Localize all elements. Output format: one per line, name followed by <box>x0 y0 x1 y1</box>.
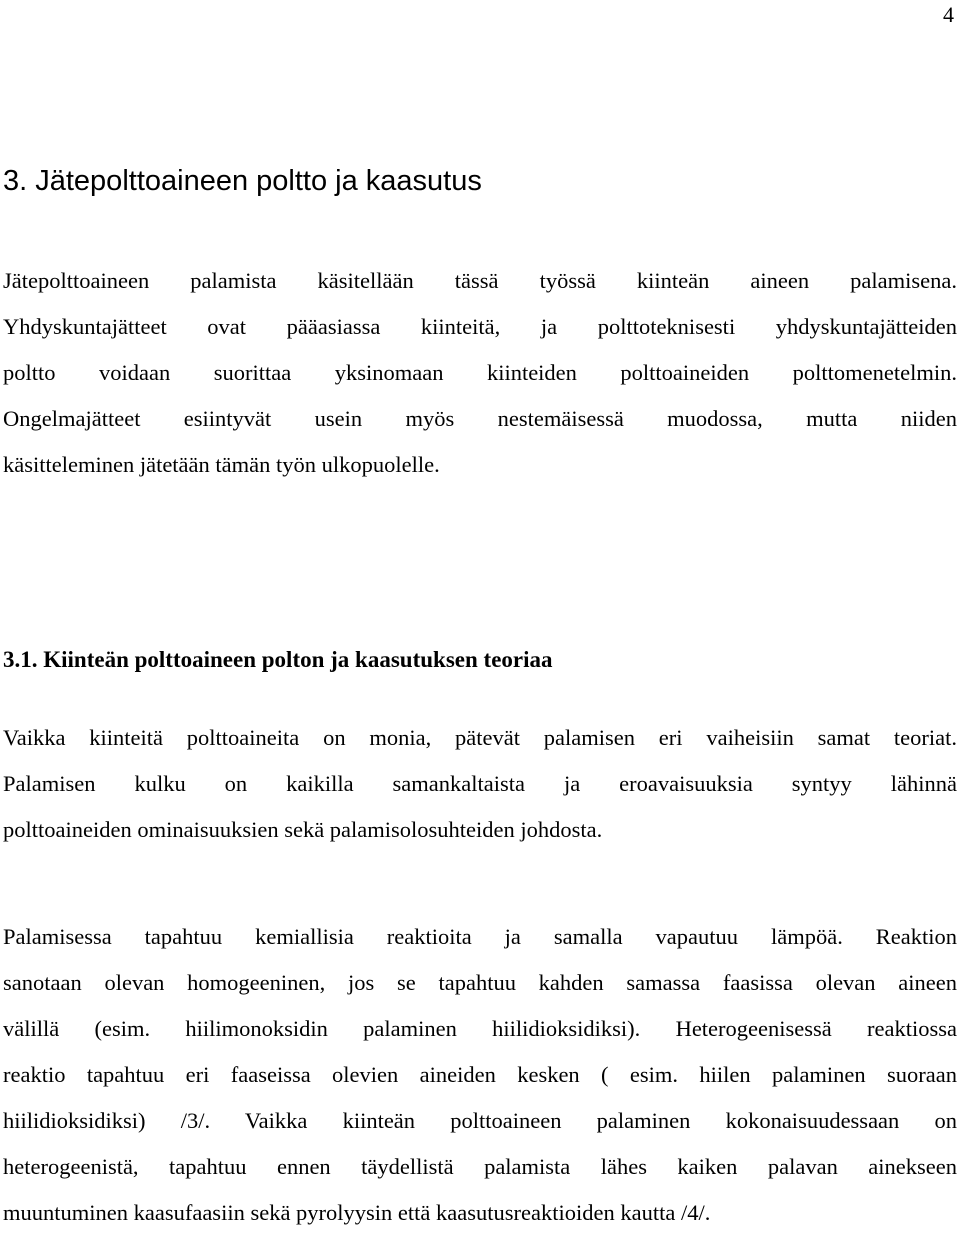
paragraph-line: muuntuminen kaasufaasiin sekä pyrolyysin että kaasutusreaktioiden kautta /4/. <box>3 1200 711 1225</box>
paragraph-line: Palamisen kulku on kaikilla samankaltaista ja eroavaisuuksia syntyy lähinnä <box>3 771 957 796</box>
intro-line: Ongelmajätteet esiintyvät usein myös nestemäisessä muodossa, mutta niiden <box>3 406 957 431</box>
section-heading: 3.1. Kiinteän polttoaineen polton ja kaasutuksen teoriaa <box>3 647 553 672</box>
paragraph-line: hiilidioksidiksi) /3/. Vaikka kiinteän polttoaineen palaminen kokonaisuudessaan on <box>3 1108 957 1133</box>
section-paragraph-2 <box>3 914 957 1236</box>
intro-paragraph <box>3 258 957 488</box>
paragraph-line: reaktio tapahtuu eri faaseissa olevien aineiden kesken ( esim. hiilen palaminen suoraan <box>3 1062 957 1087</box>
chapter-heading: 3. Jätepolttoaineen poltto ja kaasutus <box>3 165 482 197</box>
intro-line: käsitteleminen jätetään tämän työn ulkopuolelle. <box>3 452 440 477</box>
page-number: 4 <box>943 2 954 27</box>
paragraph-line: Palamisessa tapahtuu kemiallisia reaktioita ja samalla vapautuu lämpöä. Reaktion <box>3 924 957 949</box>
paragraph-line: sanotaan olevan homogeeninen, jos se tapahtuu kahden samassa faasissa olevan aineen <box>3 970 957 995</box>
paragraph-line: Vaikka kiinteitä polttoaineita on monia, pätevät palamisen eri vaiheisiin samat teoriat. <box>3 725 957 750</box>
intro-line: Yhdyskuntajätteet ovat pääasiassa kiinteitä, ja polttoteknisesti yhdyskuntajätteiden <box>3 314 957 339</box>
intro-line: Jätepolttoaineen palamista käsitellään tässä työssä kiinteän aineen palamisena. <box>3 268 957 293</box>
paragraph-line: välillä (esim. hiilimonoksidin palaminen hiilidioksidiksi). Heterogeenisessä reaktiossa <box>3 1016 957 1041</box>
paragraph-line: polttoaineiden ominaisuuksien sekä palamisolosuhteiden johdosta. <box>3 817 603 842</box>
intro-line: poltto voidaan suorittaa yksinomaan kiinteiden polttoaineiden polttomenetelmin. <box>3 360 957 385</box>
section-paragraph-1 <box>3 715 957 853</box>
paragraph-line: heterogeenistä, tapahtuu ennen täydellistä palamista lähes kaiken palavan ainekseen <box>3 1154 957 1179</box>
